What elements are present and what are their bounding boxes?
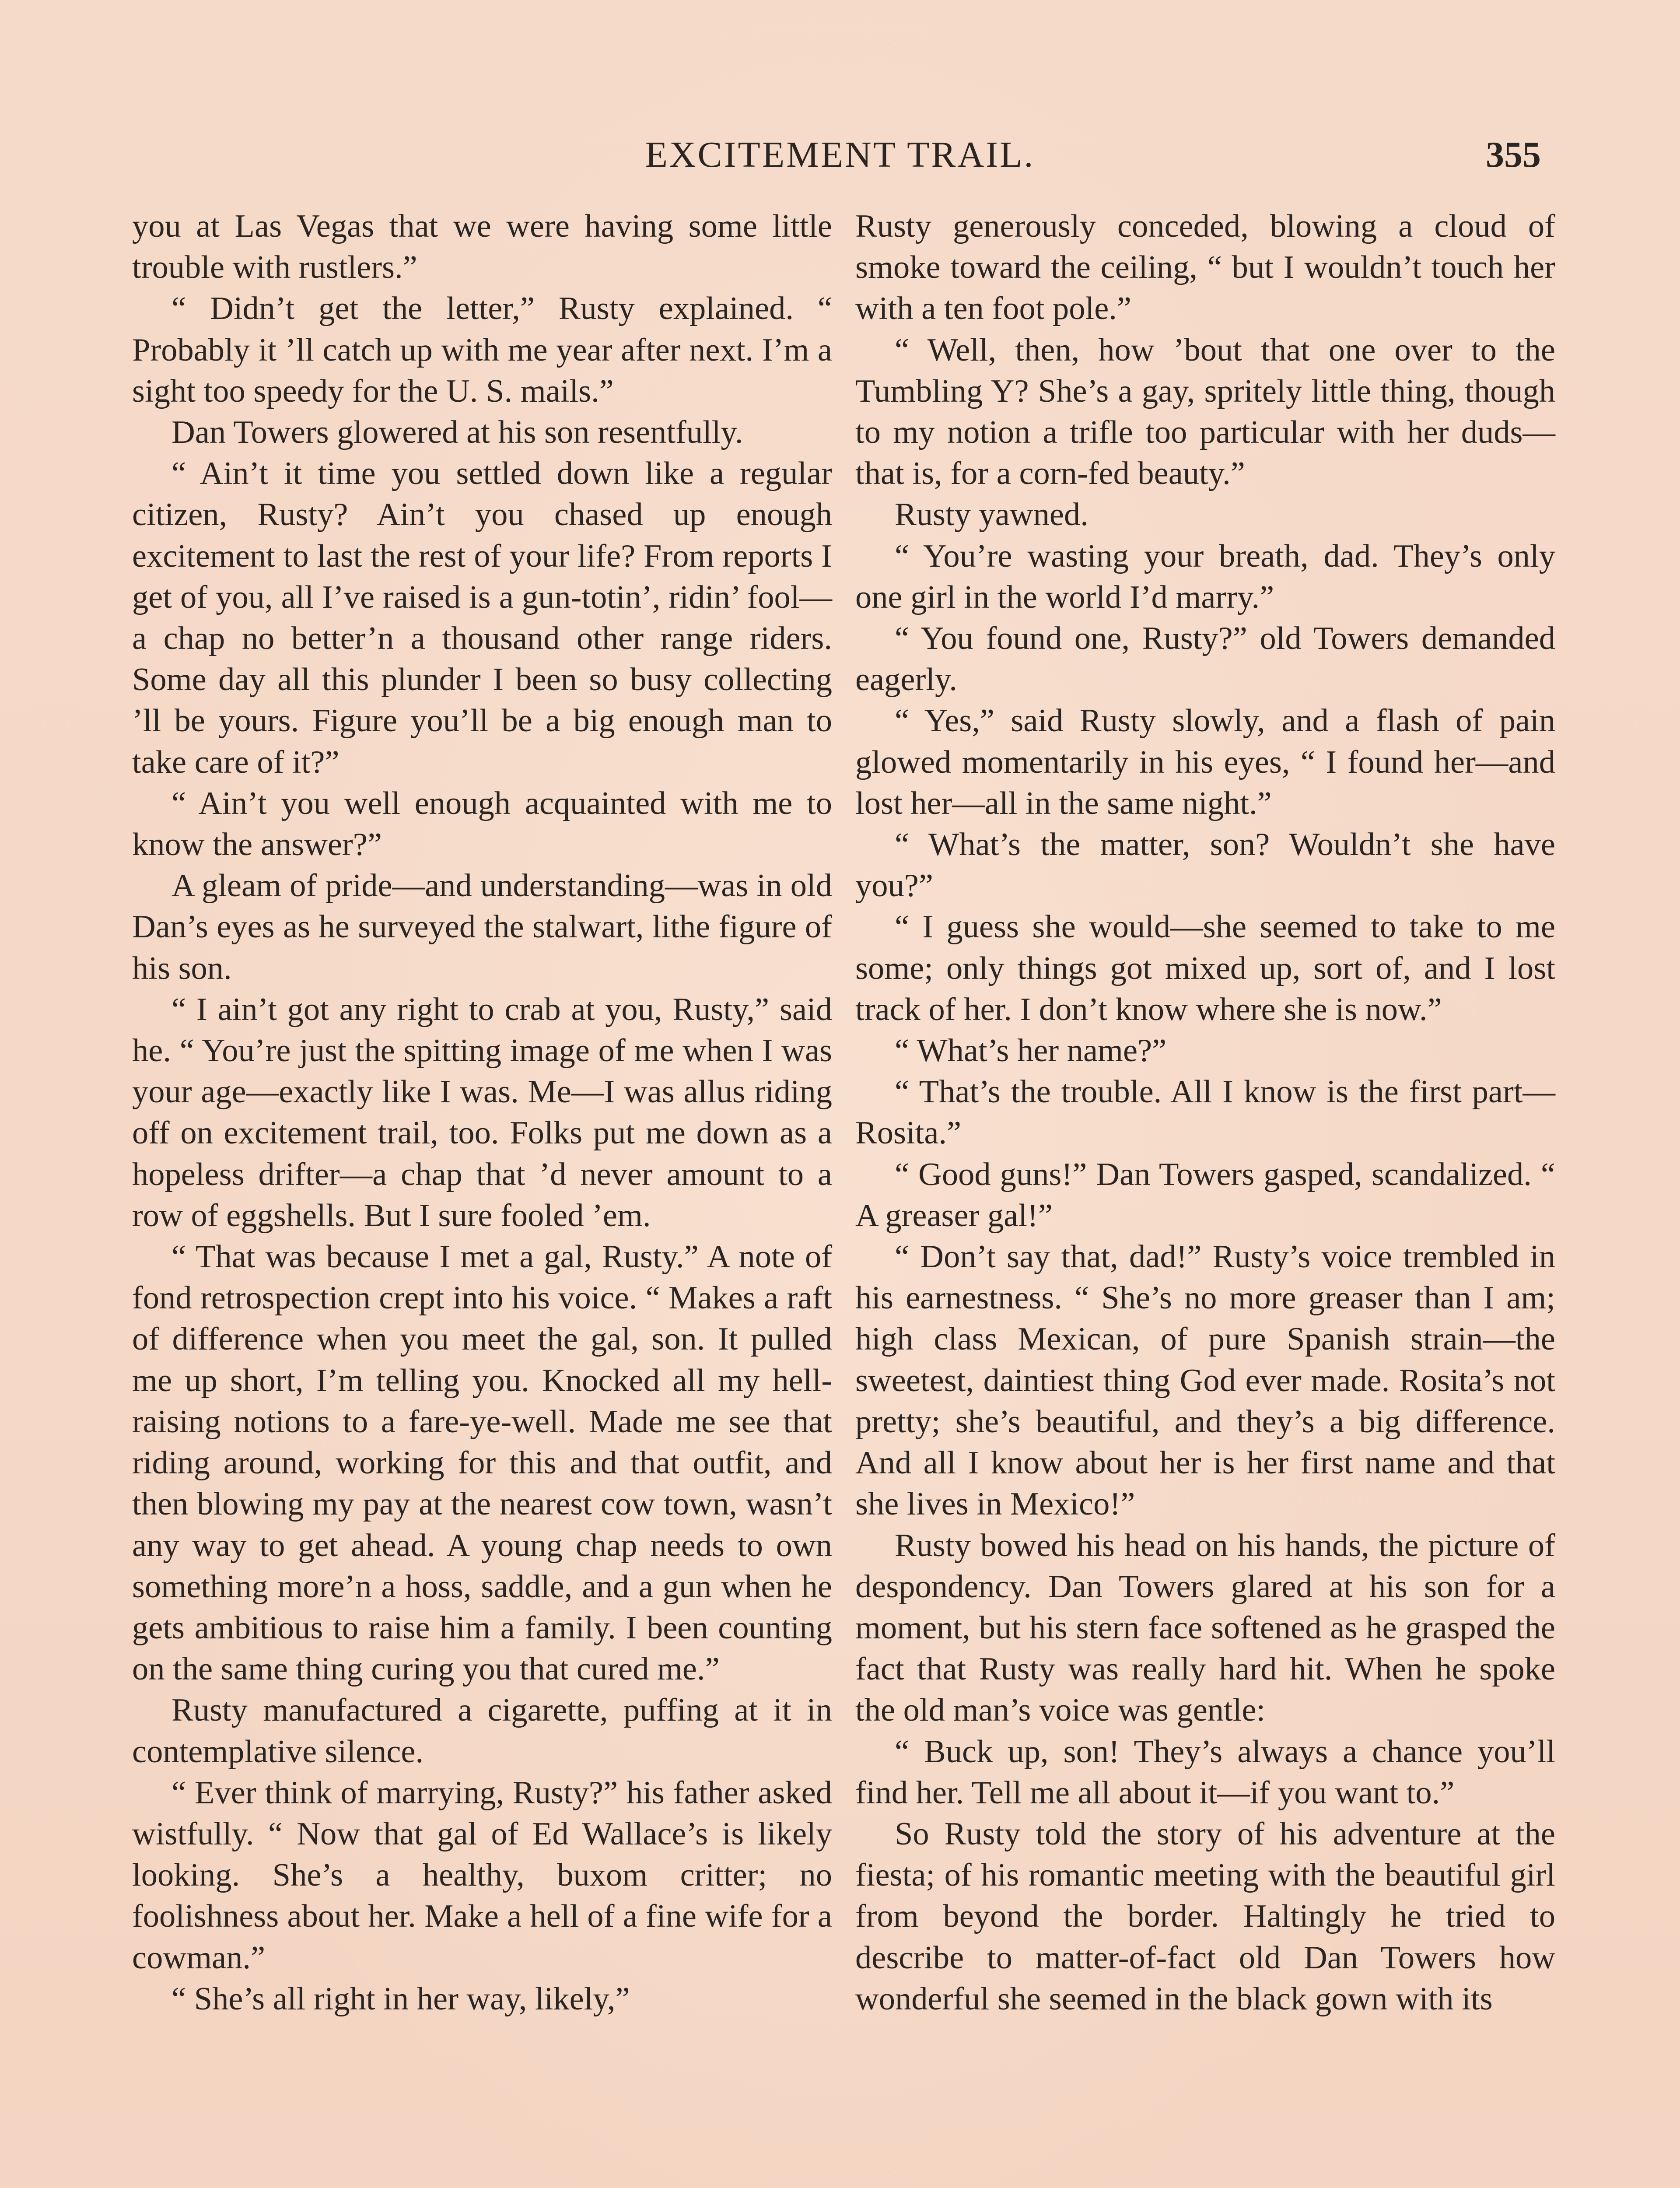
paragraph: “ Buck up, son! They’s always a chance you’ll find her. Tell me all about it—if you want to.” bbox=[855, 1733, 1555, 1811]
paragraph: “ What’s the matter, son? Wouldn’t she have you?” bbox=[855, 827, 1555, 904]
paragraph: “ I guess she would—she seemed to take to me some; only things got mixed up, sort of, and I lost track of her. I don’t know where she is now.” bbox=[855, 909, 1555, 1027]
paragraph: “ Ain’t you well enough acquainted with me to know the answer?” bbox=[132, 785, 832, 863]
left-column bbox=[132, 206, 832, 2020]
paragraph: “ She’s all right in her way, likely,” bbox=[172, 1981, 630, 2017]
paragraph: “ Yes,” said Rusty slowly, and a flash of pain glowed momentarily in his eyes, “ I found her—and lost her—all in the same night.” bbox=[855, 703, 1555, 821]
paragraph: “ Didn’t get the letter,” Rusty explained. “ Probably it ’ll catch up with me year after next. I’m a sight too speedy for the U. S. mails.” bbox=[132, 291, 832, 409]
paragraph: “ Ain’t it time you settled down like a regular citizen, Rusty? Ain’t you chased up enough excitement to last the rest of your life? From reports I get of you, all I’ve raised is a gun-totin’, ridin’ fool—a chap no better’n a thousand other range riders. Some day all this plunder I been so busy collecting ’ll be yours. Figure you’ll be a big enough man to take care of it?” bbox=[132, 456, 832, 780]
paragraph: “ You’re wasting your breath, dad. They’s only one girl in the world I’d marry.” bbox=[855, 538, 1555, 615]
paragraph: “ Good guns!” Dan Towers gasped, scandalized. “ A greaser gal!” bbox=[855, 1156, 1555, 1234]
paragraph: “ Ever think of marrying, Rusty?” his father asked wistfully. “ Now that gal of Ed Wallace’s is likely looking. She’s a healthy, buxom critter; no foolishness about her. Make a hell of a fine wife for a cowman.” bbox=[132, 1774, 832, 1976]
paragraph: “ I ain’t got any right to crab at you, Rusty,” said he. “ You’re just the spitting image of me when I was your age—exactly like I was. Me—I was allus riding off on excitement trail, too. Folks put me down as a hopeless drifter—a chap that ’d never amount to a row of eggshells. But I sure fooled ’em. bbox=[132, 991, 832, 1234]
paragraph: “ Well, then, how ’bout that one over to the Tumbling Y? She’s a gay, spritely little thing, though to my notion a trifle too particular with her duds—that is, for a corn-fed beauty.” bbox=[855, 332, 1555, 492]
paragraph: Dan Towers glowered at his son resentfully. bbox=[172, 414, 743, 451]
paragraph: “ That’s the trouble. All I know is the first part—Rosita.” bbox=[855, 1074, 1555, 1151]
paragraph: “ Don’t say that, dad!” Rusty’s voice trembled in his earnestness. “ She’s no more greaser than I am; high class Mexican, of pure Spanish strain—the sweetest, daintiest thing God ever made. Rosita’s not pretty; she’s beautiful, and they’s a big difference. And all I know about her is her first name and that she lives in Mexico!” bbox=[855, 1239, 1555, 1522]
paragraph: you at Las Vegas that we were having some little trouble with rustlers.” bbox=[132, 208, 832, 286]
paragraph: Rusty bowed his head on his hands, the picture of despondency. Dan Towers glared at his son for a moment, but his stern face softened as he grasped the fact that Rusty was really hard hit. When he spoke the old man’s voice was gentle: bbox=[855, 1527, 1555, 1729]
paragraph: Rusty manufactured a cigarette, puffing at it in contemplative silence. bbox=[132, 1692, 832, 1770]
paragraph: Rusty yawned. bbox=[895, 497, 1088, 533]
paragraph: So Rusty told the story of his adventure at the fiesta; of his romantic meeting with the beautiful girl from beyond the border. Haltingly he tried to describe to matter-of-fact old Dan Towers how wonderful she seemed in the black gown with its bbox=[855, 1816, 1555, 2017]
right-column bbox=[855, 206, 1555, 2020]
page-header bbox=[0, 133, 1680, 182]
paragraph: “ What’s her name?” bbox=[895, 1033, 1167, 1069]
page-number: 355 bbox=[1486, 134, 1541, 175]
running-head: EXCITEMENT TRAIL. bbox=[645, 134, 1035, 175]
paragraph: “ You found one, Rusty?” old Towers demanded eagerly. bbox=[855, 621, 1555, 698]
paragraph: Rusty generously conceded, blowing a cloud of smoke toward the ceiling, “ but I wouldn’t touch her with a ten foot pole.” bbox=[855, 208, 1555, 327]
paragraph: “ That was because I met a gal, Rusty.” A note of fond retrospection crept into his voice. “ Makes a raft of difference when you meet the gal, son. It pulled me up short, I’m telling you. Knocked all my hell-raising notions to a fare-ye-well. Made me see that riding around, working for this and that outfit, and then blowing my pay at the nearest cow town, wasn’t any way to get ahead. A young chap needs to own something more’n a hoss, saddle, and a gun when he gets ambitious to raise him a family. I been counting on the same thing curing you that cured me.” bbox=[132, 1239, 832, 1687]
paragraph: A gleam of pride—and understanding—was in old Dan’s eyes as he surveyed the stalwart, lithe figure of his son. bbox=[132, 868, 832, 986]
